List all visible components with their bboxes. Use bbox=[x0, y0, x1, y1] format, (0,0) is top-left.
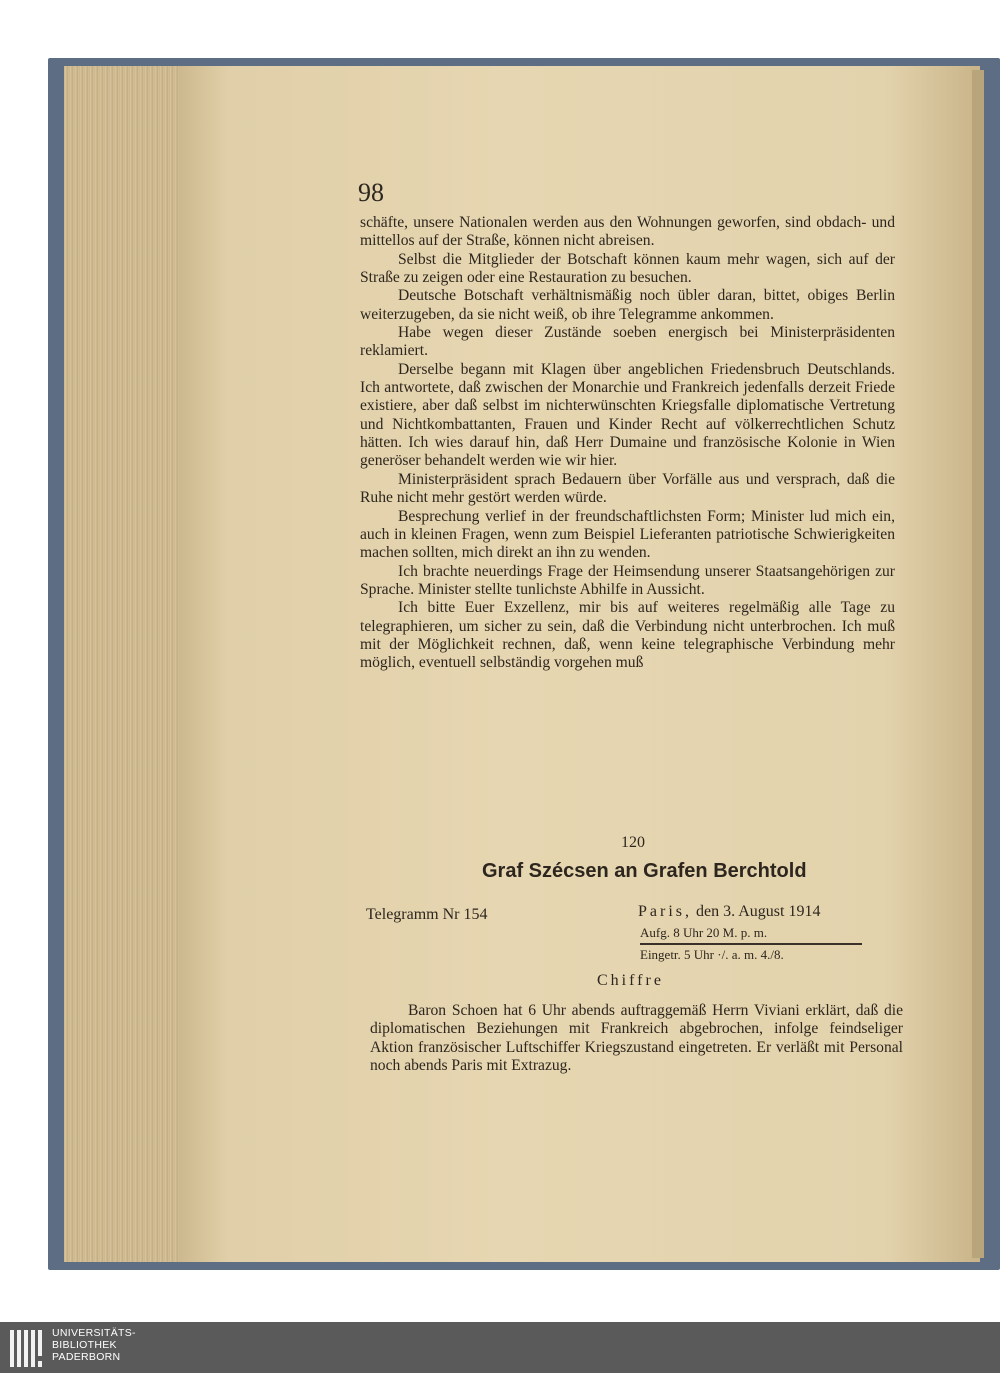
telegram-text bbox=[370, 1002, 903, 1075]
page-number: 98 bbox=[358, 178, 384, 207]
telegram-date: den 3. August 1914 bbox=[696, 903, 821, 920]
telegram-sent-time: Aufg. 8 Uhr 20 M. p. m. bbox=[640, 925, 862, 944]
paragraph: Derselbe begann mit Klagen über angeblichen Friedensbruch Deutschlands. Ich antwortete, daß zwischen der Monarchie und Frankreich jedenfalls derzeit Friede existiere, aber daß selbst im nichterwünschten Kriegsfalle diplomatische Vertretung und Nichtkombattanten, Frauen und Kinder Recht auf völkerrechtlichen Schutz hätten. Ich wies darauf hin, daß Herr Dumaine und französische Kolonie in Wien generöser behandelt werden wie wir hier. bbox=[360, 360, 895, 470]
paragraph: Ich brachte neuerdings Frage der Heimsendung unserer Staatsangehörigen zur Sprache. Minister stellte tunlichste Abhilfe in Aussicht. bbox=[360, 562, 895, 598]
paragraph: Besprechung verlief in der freundschaftlichsten Form; Minister lud mich ein, auch in kleinen Fragen, wenn zum Beispiel Lieferanten patriotische Schwierigkeiten machen sollten, mich direkt an ihn zu wenden. bbox=[360, 507, 895, 562]
logo-line: UNIVERSITÄTS- bbox=[52, 1327, 136, 1339]
page-edges bbox=[64, 66, 184, 1262]
telegram-number: Telegramm Nr 154 bbox=[366, 906, 488, 923]
paragraph: Baron Schoen hat 6 Uhr abends auftraggemäß Herrn Viviani erklärt, daß die diplomatischen Beziehungen mit Frankreich abgebrochen, infolge feindseliger Aktion französischer Luftschiffer Kriegszustand eingetreten. Er verläßt mit Personal noch abends Paris mit Extrazug. bbox=[370, 1002, 903, 1075]
document-heading: Graf Szécsen an Grafen Berchtold bbox=[482, 860, 807, 882]
library-logo-icon bbox=[10, 1330, 46, 1367]
telegram-place-date bbox=[638, 903, 820, 921]
paragraph: Deutsche Botschaft verhältnismäßig noch übler daran, bittet, obiges Berlin weiterzugeben, da sie nicht weiß, ob ihre Telegramme ankommen. bbox=[360, 287, 895, 323]
telegram-received-time: Eingetr. 5 Uhr ·/. a. m. 4./8. bbox=[640, 944, 862, 963]
page-gutter bbox=[972, 70, 984, 1258]
logo-line: PADERBORN bbox=[52, 1351, 121, 1363]
paragraph: Selbst die Mitglieder der Botschaft können kaum mehr wagen, sich auf der Straße zu zeigen oder eine Restauration zu besuchen. bbox=[360, 250, 895, 287]
body-text bbox=[360, 214, 895, 673]
telegram-place: Paris, bbox=[638, 903, 692, 920]
library-footer bbox=[0, 1322, 1000, 1373]
chiffre-label: Chiffre bbox=[597, 972, 664, 989]
document-number: 120 bbox=[621, 834, 645, 851]
paragraph: schäfte, unsere Nationalen werden aus den Wohnungen geworfen, sind obdach- und mittellos auf der Straße, können nicht abreisen. bbox=[360, 214, 895, 250]
paragraph: Ministerpräsident sprach Bedauern über Vorfälle aus und versprach, daß die Ruhe nicht mehr gestört werden würde. bbox=[360, 470, 895, 507]
logo-line: BIBLIOTHEK bbox=[52, 1339, 117, 1351]
paragraph: Habe wegen dieser Zustände soeben energisch bei Ministerpräsidenten reklamiert. bbox=[360, 324, 895, 360]
library-logo-text bbox=[52, 1327, 136, 1363]
paragraph: Ich bitte Euer Exzellenz, mir bis auf weiteres regelmäßig alle Tage zu telegraphieren, um sicher zu sein, daß die Verbindung nicht unterbrochen. Ich muß mit der Möglichkeit rechnen, daß, wenn keine telegraphische Verbindung mehr möglich, eventuell selbständig vorgehen muß bbox=[360, 599, 895, 672]
